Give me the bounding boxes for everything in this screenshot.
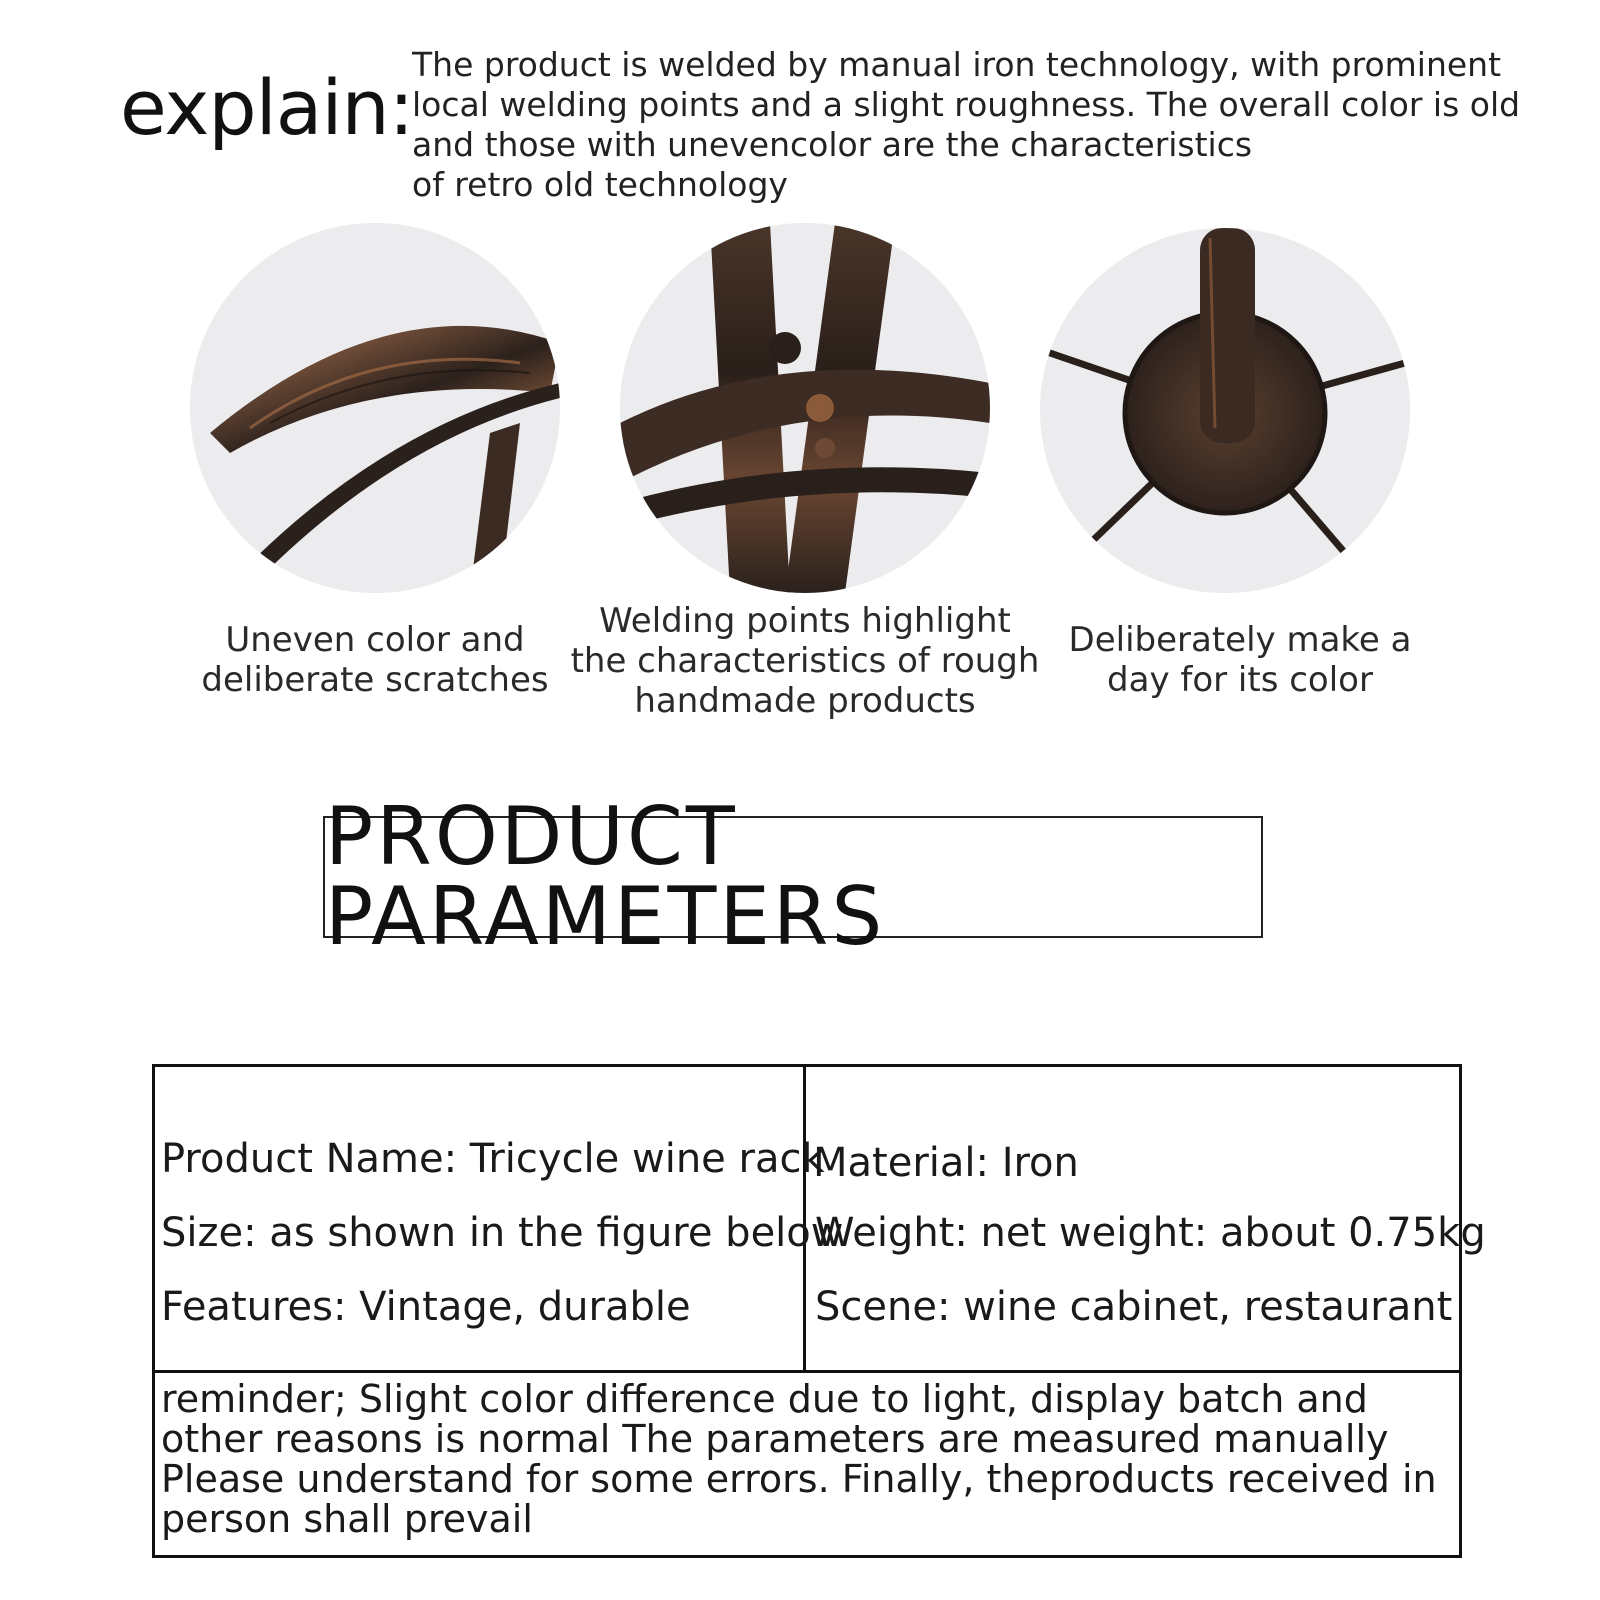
detail-photo-welding-points: [620, 223, 990, 593]
param-product-name: Product Name: Tricycle wine rack: [161, 1136, 825, 1182]
reminder-line: other reasons is normal The parameters are measured manually: [161, 1417, 1389, 1461]
explain-line: and those with unevencolor are the characteristics: [412, 125, 1253, 164]
explain-line: local welding points and a slight roughness. The overall color is old: [412, 85, 1521, 124]
detail-caption-welding-points: [565, 601, 1045, 721]
caption-line: Deliberately make a: [1068, 620, 1412, 660]
detail-caption-color: [1030, 620, 1450, 700]
explain-line: The product is welded by manual iron technology, with prominent: [412, 45, 1502, 84]
caption-line: day for its color: [1107, 660, 1373, 700]
param-weight: Weight: net weight: about 0.75kg: [815, 1210, 1486, 1256]
table-row-divider: [155, 1370, 1459, 1373]
explain-description: [412, 45, 1532, 205]
reminder-line: Please understand for some errors. Finally, theproducts received in: [161, 1457, 1437, 1501]
caption-line: the characteristics of rough: [570, 641, 1040, 681]
param-features: Features: Vintage, durable: [161, 1284, 691, 1330]
caption-line: Uneven color and: [225, 620, 525, 660]
caption-line: handmade products: [634, 681, 976, 721]
caption-line: Welding points highlight: [599, 601, 1011, 641]
parameters-table: [152, 1064, 1486, 1558]
parameters-title: PRODUCT PARAMETERS: [325, 790, 886, 963]
explain-line: of retro old technology: [412, 165, 788, 204]
parameters-reminder: [161, 1379, 1451, 1539]
param-material: Material: Iron: [813, 1140, 1079, 1186]
param-size: Size: as shown in the figure below: [161, 1210, 844, 1256]
caption-line: deliberate scratches: [201, 660, 549, 700]
parameters-title-box: [323, 790, 1263, 963]
detail-caption-uneven-color: [175, 620, 575, 700]
reminder-line: reminder; Slight color difference due to light, display batch and: [161, 1377, 1368, 1421]
detail-photo-color: [1040, 228, 1410, 593]
param-scene: Scene: wine cabinet, restaurant: [815, 1284, 1453, 1330]
detail-photo-uneven-color: [190, 223, 560, 593]
reminder-line: person shall prevail: [161, 1497, 533, 1541]
explain-heading: explain:: [120, 63, 414, 152]
